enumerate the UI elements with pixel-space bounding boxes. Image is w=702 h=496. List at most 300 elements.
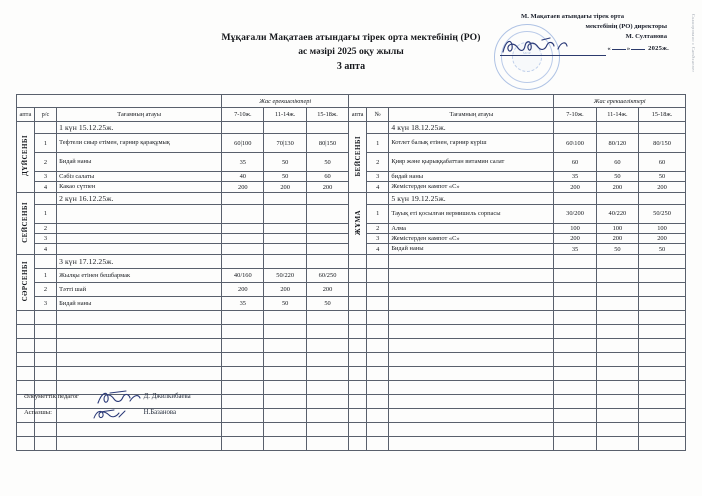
- weekday-label-cell: [17, 192, 35, 254]
- row-number: 2: [34, 282, 56, 296]
- dish-name: [57, 234, 222, 244]
- header-age3-right: 15-18ж.: [639, 108, 686, 122]
- gram-11-14: [264, 254, 306, 268]
- row-number: [367, 282, 389, 296]
- row-number: 1: [367, 134, 389, 153]
- cook-name: Н.Базанова: [143, 409, 177, 416]
- gram-11-14: [264, 422, 306, 436]
- weekday-label-cell: [349, 352, 367, 366]
- gram-11-14: [264, 192, 306, 204]
- gram-15-18: [306, 244, 348, 254]
- gram-15-18: 60: [639, 153, 686, 172]
- weekday-label-cell: [349, 366, 367, 380]
- weekday-label-cell: [17, 436, 35, 450]
- weekday-label: СӘРСЕНБІ: [21, 261, 30, 302]
- gram-7-10: [554, 122, 596, 134]
- gram-7-10: [554, 296, 596, 310]
- gram-7-10: [222, 254, 264, 268]
- gram-7-10: 35: [554, 172, 596, 182]
- gram-7-10: [222, 234, 264, 244]
- gram-15-18: [306, 366, 348, 380]
- gram-7-10: 60\100: [554, 134, 596, 153]
- gram-7-10: [222, 324, 264, 338]
- gram-15-18: [639, 192, 686, 204]
- gram-15-18: [639, 324, 686, 338]
- gram-11-14: [264, 234, 306, 244]
- gram-15-18: [306, 338, 348, 352]
- gram-15-18: [306, 408, 348, 422]
- gram-7-10: [554, 268, 596, 282]
- gram-15-18: [306, 192, 348, 204]
- gram-11-14: [264, 394, 306, 408]
- dish-name: Тефтели сиыр етімен, гарнир қарақұмық: [57, 134, 222, 153]
- gram-15-18: [639, 394, 686, 408]
- dish-name: Котлет балық етінен, гарнир күріш: [389, 134, 554, 153]
- gram-7-10: 35: [554, 244, 596, 254]
- gram-15-18: 200: [306, 282, 348, 296]
- social-teacher-name: Д. Джилкибаева: [143, 393, 191, 400]
- gram-15-18: [306, 352, 348, 366]
- table-row: [17, 254, 686, 268]
- gram-11-14: 80/120: [596, 134, 638, 153]
- gram-11-14: 40/220: [596, 204, 638, 223]
- gram-15-18: [639, 422, 686, 436]
- gram-7-10: [554, 254, 596, 268]
- gram-7-10: [222, 422, 264, 436]
- dish-name: Тәтті шай: [57, 282, 222, 296]
- row-number: [34, 352, 56, 366]
- gram-15-18: [306, 394, 348, 408]
- row-number: [367, 436, 389, 450]
- age-group-header-right: Жас ерекшеліктері: [554, 95, 686, 108]
- gram-7-10: [554, 380, 596, 394]
- dish-name: [389, 366, 554, 380]
- gram-7-10: 100: [554, 223, 596, 233]
- dish-name: [57, 352, 222, 366]
- gram-15-18: [639, 366, 686, 380]
- gram-7-10: 200: [554, 234, 596, 244]
- gram-11-14: 50: [596, 244, 638, 254]
- gram-11-14: 50/220: [264, 268, 306, 282]
- row-number: [367, 380, 389, 394]
- approval-line-2: мектебінің (РО) директоры: [585, 23, 667, 31]
- row-number: 2: [367, 153, 389, 172]
- gram-15-18: [306, 204, 348, 223]
- gram-7-10: [222, 244, 264, 254]
- gram-11-14: [264, 310, 306, 324]
- row-number: [367, 408, 389, 422]
- weekday-label-cell: [349, 324, 367, 338]
- dish-name: [389, 394, 554, 408]
- row-number: 1: [34, 134, 56, 153]
- header-age2-left: 11-14ж.: [264, 108, 306, 122]
- dish-name: Тауық еті қосылған вермишель сорпасы: [389, 204, 554, 223]
- day-title: 2 күн 16.12.25ж.: [57, 192, 222, 204]
- dish-name: [389, 254, 554, 268]
- approval-date-quote-close: »: [626, 44, 631, 52]
- gram-15-18: [639, 122, 686, 134]
- gram-15-18: [639, 282, 686, 296]
- spacer-left: [17, 95, 222, 108]
- gram-15-18: 200: [639, 234, 686, 244]
- gram-15-18: 60/250: [306, 268, 348, 282]
- row-number: 4: [34, 244, 56, 254]
- row-number: [367, 324, 389, 338]
- gram-11-14: 70|130: [264, 134, 306, 153]
- gram-7-10: [554, 282, 596, 296]
- gram-15-18: [306, 254, 348, 268]
- dish-name: [389, 436, 554, 450]
- gram-11-14: [596, 310, 638, 324]
- row-number: [34, 436, 56, 450]
- table-row: [17, 436, 686, 450]
- weekday-label-cell: [349, 254, 367, 268]
- gram-15-18: [639, 380, 686, 394]
- gram-11-14: 200: [596, 182, 638, 192]
- dish-name: Бидай наны: [389, 244, 554, 254]
- scanner-watermark: Сканировано с CamScanner: [691, 14, 696, 73]
- gram-15-18: [306, 422, 348, 436]
- gram-11-14: [264, 244, 306, 254]
- dish-name: Жемістерден кампот «С»: [389, 234, 554, 244]
- day-title: 3 күн 17.12.25ж.: [57, 254, 222, 268]
- weekday-label-cell: [349, 268, 367, 282]
- weekday-label-cell: [349, 296, 367, 310]
- gram-11-14: [264, 324, 306, 338]
- dish-name: [57, 244, 222, 254]
- gram-15-18: 50/250: [639, 204, 686, 223]
- row-number: 1: [34, 204, 56, 223]
- footer-row-social-teacher: [24, 394, 191, 410]
- row-number: [34, 324, 56, 338]
- row-number: [367, 122, 389, 134]
- dish-name: [389, 310, 554, 324]
- row-number: 4: [367, 182, 389, 192]
- day-title: 1 күн 15.12.25ж.: [57, 122, 222, 134]
- dish-name: Жемістерден кампот «С»: [389, 182, 554, 192]
- approval-date-month-blank: [631, 43, 645, 50]
- gram-7-10: 35: [222, 296, 264, 310]
- dish-name: [389, 268, 554, 282]
- gram-11-14: [596, 268, 638, 282]
- weekday-label-cell: [17, 122, 35, 193]
- header-week-right: апта: [349, 108, 367, 122]
- gram-7-10: [222, 122, 264, 134]
- row-number: [34, 254, 56, 268]
- dish-name: [389, 324, 554, 338]
- gram-15-18: [306, 324, 348, 338]
- gram-7-10: [554, 436, 596, 450]
- gram-7-10: [222, 352, 264, 366]
- weekday-label-cell: [349, 422, 367, 436]
- dish-name: Қияр және қырыққабаттан витамин салат: [389, 153, 554, 172]
- gram-7-10: 60|100: [222, 134, 264, 153]
- table-row: [17, 296, 686, 310]
- dish-name: [389, 338, 554, 352]
- gram-15-18: [306, 223, 348, 233]
- gram-15-18: [639, 268, 686, 282]
- gram-7-10: [554, 352, 596, 366]
- gram-11-14: 100: [596, 223, 638, 233]
- row-number: [34, 366, 56, 380]
- gram-11-14: [596, 422, 638, 436]
- dish-name: [57, 204, 222, 223]
- gram-11-14: [264, 380, 306, 394]
- row-number: [367, 254, 389, 268]
- dish-name: [57, 366, 222, 380]
- weekday-label-cell: [349, 436, 367, 450]
- row-number: [367, 192, 389, 204]
- gram-15-18: [306, 234, 348, 244]
- approval-line-1: М. Мақатаев атындағы тірек орта: [520, 13, 625, 20]
- weekday-label-cell: [17, 352, 35, 366]
- row-number: 2: [367, 223, 389, 233]
- gram-15-18: [639, 338, 686, 352]
- footer-row-cook: [24, 410, 191, 426]
- gram-7-10: [554, 192, 596, 204]
- gram-7-10: [222, 338, 264, 352]
- gram-7-10: [222, 204, 264, 223]
- dish-name: [57, 310, 222, 324]
- approval-date-day-blank: [612, 43, 626, 50]
- weekday-label-cell: [349, 122, 367, 193]
- gram-15-18: [639, 352, 686, 366]
- gram-15-18: [639, 310, 686, 324]
- gram-15-18: 50: [639, 244, 686, 254]
- gram-7-10: [222, 366, 264, 380]
- gram-11-14: 60: [596, 153, 638, 172]
- dish-name: [57, 338, 222, 352]
- table-row: [17, 192, 686, 204]
- gram-7-10: 35: [222, 153, 264, 172]
- dish-name: Бидай наны: [57, 153, 222, 172]
- gram-11-14: 200: [264, 282, 306, 296]
- dish-name: Жылқы етінен бешбармак: [57, 268, 222, 282]
- header-age3-left: 15-18ж.: [306, 108, 348, 122]
- gram-11-14: [596, 366, 638, 380]
- gram-7-10: [554, 408, 596, 422]
- gram-15-18: 50: [306, 296, 348, 310]
- table-row: [17, 310, 686, 324]
- gram-11-14: [596, 408, 638, 422]
- age-header-row: [17, 95, 686, 108]
- gram-15-18: 50: [639, 172, 686, 182]
- table-row: [17, 352, 686, 366]
- gram-11-14: [596, 324, 638, 338]
- table-row: [17, 122, 686, 134]
- dish-name: Алма: [389, 223, 554, 233]
- gram-7-10: [222, 394, 264, 408]
- gram-15-18: [639, 436, 686, 450]
- day-title: 4 күн 18.12.25ж.: [389, 122, 554, 134]
- row-number: [34, 192, 56, 204]
- weekday-label: БЕЙСЕНБІ: [353, 135, 362, 177]
- gram-15-18: 200: [639, 182, 686, 192]
- weekday-label-cell: [17, 338, 35, 352]
- page-title: Мұқағали Мақатаев атындағы тірек орта мектебінің (РО): [221, 32, 481, 43]
- gram-11-14: 50: [264, 296, 306, 310]
- row-number: [367, 352, 389, 366]
- row-number: [34, 338, 56, 352]
- header-dish-left: Тағамның атауы: [57, 108, 222, 122]
- day-title: 5 күн 19.12.25ж.: [389, 192, 554, 204]
- gram-11-14: [596, 394, 638, 408]
- gram-15-18: [306, 122, 348, 134]
- age-group-header-left: Жас ерекшеліктері: [222, 95, 349, 108]
- gram-7-10: 60: [554, 153, 596, 172]
- gram-7-10: [222, 380, 264, 394]
- gram-11-14: [264, 352, 306, 366]
- dish-name: [57, 380, 222, 394]
- gram-11-14: [596, 254, 638, 268]
- weekday-label-cell: [349, 380, 367, 394]
- gram-11-14: 50: [264, 172, 306, 182]
- gram-7-10: 200: [222, 182, 264, 192]
- row-number: 2: [34, 153, 56, 172]
- gram-7-10: 40/160: [222, 268, 264, 282]
- row-number: 3: [34, 296, 56, 310]
- row-number: 1: [34, 268, 56, 282]
- gram-11-14: [264, 122, 306, 134]
- dish-name: [57, 223, 222, 233]
- dish-name: [389, 408, 554, 422]
- gram-11-14: [264, 223, 306, 233]
- dish-name: Какао сүтпен: [57, 182, 222, 192]
- header-age1-left: 7-10ж.: [222, 108, 264, 122]
- weekday-label-cell: [349, 282, 367, 296]
- gram-11-14: 200: [264, 182, 306, 192]
- header-no-left: р/с: [34, 108, 56, 122]
- row-number: 3: [34, 234, 56, 244]
- gram-7-10: [222, 310, 264, 324]
- column-header-row: [17, 108, 686, 122]
- footer-signatures: [24, 394, 191, 426]
- row-number: 3: [34, 172, 56, 182]
- gram-11-14: [264, 436, 306, 450]
- gram-11-14: [264, 338, 306, 352]
- table-row: [17, 324, 686, 338]
- gram-11-14: 200: [596, 234, 638, 244]
- page-subtitle: ас мәзірі 2025 оқу жылы: [298, 46, 404, 57]
- weekday-label: ДҮЙСЕНБІ: [21, 135, 30, 177]
- row-number: [34, 310, 56, 324]
- gram-11-14: [596, 296, 638, 310]
- header-no-right: №: [367, 108, 389, 122]
- approval-signature-rule: [500, 55, 606, 56]
- weekday-label-cell: [17, 310, 35, 324]
- gram-7-10: [554, 422, 596, 436]
- gram-7-10: [222, 408, 264, 422]
- gram-11-14: [596, 122, 638, 134]
- gram-11-14: 50: [596, 172, 638, 182]
- gram-11-14: [596, 436, 638, 450]
- gram-15-18: 100: [639, 223, 686, 233]
- gram-7-10: [554, 394, 596, 408]
- weekday-label-cell: [349, 394, 367, 408]
- gram-7-10: 200: [554, 182, 596, 192]
- dish-name: [389, 352, 554, 366]
- dish-name: [389, 282, 554, 296]
- gram-7-10: 200: [222, 282, 264, 296]
- approval-block: [470, 12, 675, 54]
- gram-15-18: 60: [306, 172, 348, 182]
- dish-name: бидай наны: [389, 172, 554, 182]
- row-number: 2: [34, 223, 56, 233]
- table-row: [17, 282, 686, 296]
- gram-11-14: [596, 338, 638, 352]
- weekday-label-cell: [349, 408, 367, 422]
- gram-11-14: [596, 352, 638, 366]
- weekday-label: ЖҰМА: [353, 209, 362, 235]
- gram-7-10: [222, 223, 264, 233]
- gram-11-14: [596, 380, 638, 394]
- gram-15-18: 200: [306, 182, 348, 192]
- header-week-left: апта: [17, 108, 35, 122]
- cook-signature: [92, 408, 132, 422]
- table-row: [17, 380, 686, 394]
- week-label: 3 апта: [336, 61, 366, 72]
- dish-name: [57, 436, 222, 450]
- row-number: 4: [367, 244, 389, 254]
- weekday-label-cell: [17, 324, 35, 338]
- gram-7-10: [554, 366, 596, 380]
- cook-label: Аспазшы:: [24, 409, 52, 416]
- dish-name: Сәбіз салаты: [57, 172, 222, 182]
- spacer-right: [349, 95, 554, 108]
- weekday-label-cell: [349, 338, 367, 352]
- gram-15-18: 80/150: [639, 134, 686, 153]
- table-row: [17, 338, 686, 352]
- row-number: 4: [34, 182, 56, 192]
- weekday-label-cell: [17, 366, 35, 380]
- row-number: 3: [367, 172, 389, 182]
- row-number: 1: [367, 204, 389, 223]
- gram-7-10: 30/200: [554, 204, 596, 223]
- gram-15-18: [306, 436, 348, 450]
- table-row: [17, 366, 686, 380]
- gram-15-18: [639, 296, 686, 310]
- gram-15-18: [639, 408, 686, 422]
- row-number: [367, 268, 389, 282]
- row-number: [367, 296, 389, 310]
- gram-11-14: [596, 192, 638, 204]
- header-age1-right: 7-10ж.: [554, 108, 596, 122]
- row-number: [367, 366, 389, 380]
- approval-date-line: [470, 43, 675, 54]
- row-number: [34, 122, 56, 134]
- stamp-inner-text: МӨР: [523, 51, 531, 55]
- row-number: [367, 422, 389, 436]
- gram-7-10: [222, 436, 264, 450]
- approval-director-name: М. Султанова: [625, 33, 667, 41]
- header-age2-right: 11-14ж.: [596, 108, 638, 122]
- gram-15-18: 80|150: [306, 134, 348, 153]
- gram-11-14: [264, 408, 306, 422]
- gram-15-18: [306, 380, 348, 394]
- gram-15-18: [306, 310, 348, 324]
- dish-name: [389, 380, 554, 394]
- row-number: [367, 310, 389, 324]
- gram-7-10: [222, 192, 264, 204]
- weekday-label-cell: [349, 310, 367, 324]
- gram-15-18: [639, 254, 686, 268]
- row-number: [367, 338, 389, 352]
- gram-7-10: 40: [222, 172, 264, 182]
- gram-7-10: [554, 310, 596, 324]
- weekday-label-cell: [17, 254, 35, 310]
- header-dish-right: Тағамның атауы: [389, 108, 554, 122]
- gram-7-10: [554, 324, 596, 338]
